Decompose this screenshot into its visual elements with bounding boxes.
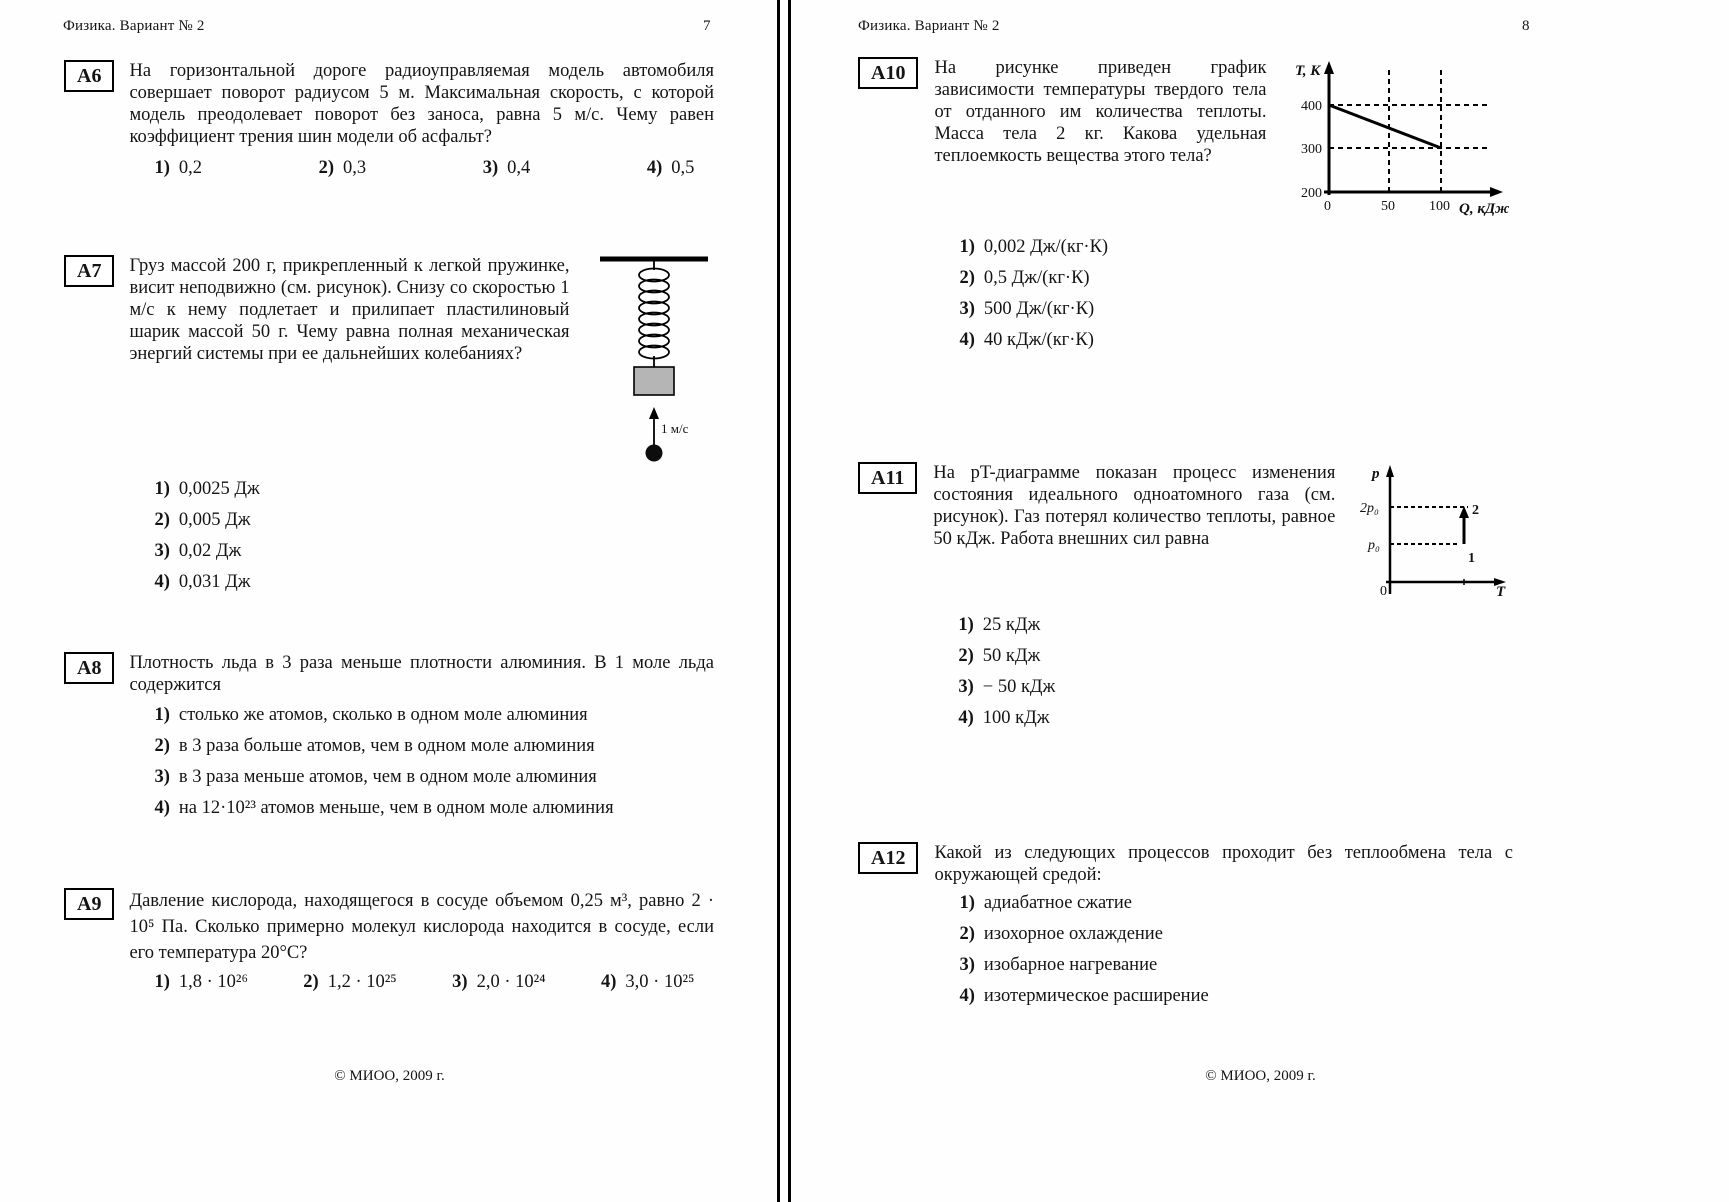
answer-text: изобарное нагревание	[983, 955, 1158, 975]
answer-option	[959, 923, 1513, 945]
question-a9	[64, 888, 714, 993]
answer-text: 0,5 Дж/(кг·К)	[983, 268, 1090, 288]
answer-number: 4)	[646, 158, 663, 178]
y-tick-200: 200	[1301, 186, 1322, 201]
answer-option	[959, 985, 1513, 1007]
x-tick-0: 0	[1324, 199, 1331, 214]
answer-text: 0,002 Дж/(кг·К)	[983, 237, 1109, 257]
page-7	[0, 0, 779, 1202]
tick-2p0: 2p₀	[1360, 501, 1379, 516]
answer-text: в 3 раза больше атомов, чем в одном моле алюминия	[178, 736, 595, 756]
question-a9-answers	[129, 972, 694, 993]
question-a6-answers	[129, 158, 694, 179]
question-a8-label: А8	[64, 652, 114, 684]
answer-text: 0,005 Дж	[178, 510, 251, 530]
spring-coils	[639, 269, 669, 359]
answer-number: 2)	[154, 510, 170, 530]
answer-option	[959, 892, 1513, 914]
answer-option	[959, 954, 1513, 976]
y-tick-300: 300	[1301, 142, 1322, 157]
answer-text: 50 кДж	[982, 646, 1041, 666]
answer-option	[154, 478, 714, 500]
answer-number: 3)	[958, 677, 974, 697]
answer-number: 3)	[154, 541, 170, 561]
question-a12-text: Какой из следующих процессов проходит без теплообмена тела с окружающей средой:	[934, 843, 1513, 885]
answer-text: на 12·10²³ атомов меньше, чем в одном моле алюминия	[178, 798, 614, 818]
state-2-label: 2	[1472, 503, 1479, 518]
question-a12-label: А12	[858, 842, 918, 874]
answer-text: 2,0 · 10²⁴	[476, 972, 546, 992]
answer-option	[319, 158, 367, 179]
answer-option	[154, 797, 714, 819]
answer-text: 0,5	[671, 158, 695, 178]
question-a10-label: А10	[858, 57, 918, 89]
answer-number: 1)	[154, 158, 170, 178]
question-a11	[858, 462, 1513, 738]
answer-text: 100 кДж	[982, 708, 1050, 728]
answer-option	[154, 704, 714, 726]
question-a11-text: На pT-диаграмме показан процесс изменения состояния идеального одноатомного газа (см. рисунок). Газ потерял количество теплоты, равное 50 кДж. Работа внешних сил равна	[933, 463, 1336, 549]
answer-number: 2)	[959, 268, 975, 288]
answer-option	[154, 540, 714, 562]
answer-number: 1)	[154, 972, 170, 992]
answer-number: 1)	[958, 615, 974, 635]
answer-number: 1)	[959, 893, 975, 913]
page-8	[792, 0, 1729, 1202]
answer-number: 4)	[959, 330, 975, 350]
answer-number: 3)	[482, 158, 499, 178]
answer-number: 2)	[318, 158, 335, 178]
page7-footer: © МИОО, 2009 г.	[334, 1068, 445, 1084]
answer-number: 3)	[452, 972, 468, 992]
answer-text: 40 кДж/(кг·К)	[983, 330, 1094, 350]
question-a6	[64, 60, 714, 179]
velocity-label: 1 м/с	[661, 421, 689, 436]
answer-option	[601, 972, 694, 993]
origin-label: 0	[1380, 584, 1387, 597]
page7-number: 7	[703, 18, 711, 34]
question-a10-answers	[934, 236, 1513, 351]
answer-number: 3)	[154, 767, 170, 787]
t-axis-label: T	[1496, 584, 1506, 597]
answer-number: 2)	[958, 646, 974, 666]
answer-option	[647, 158, 695, 179]
page8-header-title: Физика. Вариант № 2	[858, 18, 1000, 34]
answer-option	[958, 645, 1513, 667]
page-divider	[777, 0, 791, 1202]
answer-text: 0,2	[178, 158, 202, 178]
y-tick-400: 400	[1301, 99, 1322, 114]
answer-text: изохорное охлаждение	[983, 924, 1163, 944]
question-a7	[64, 255, 714, 602]
question-a6-label: А6	[64, 60, 114, 92]
answer-option	[483, 158, 531, 179]
question-a8-answers	[129, 704, 714, 819]
answer-text: изотермическое расширение	[983, 986, 1209, 1006]
question-a6-text: На горизонтальной дороге радиоуправляемая модель автомобиля совершает поворот радиусом 5 м. Максимальная скорость, с которой модель преодолевает поворот без заноса, равна 5 м/с. Чему равен коэффициент трения шин модели об асфальт?	[129, 61, 714, 147]
question-a11-label: А11	[858, 462, 917, 494]
question-a10-text: На рисунке приведен график зависимости температуры твердого тела от отданного им количества теплоты. Масса тела 2 кг. Какова удельная теплоемкость вещества этого тела?	[934, 58, 1267, 166]
question-a10	[858, 57, 1513, 360]
answer-number: 4)	[600, 972, 617, 992]
spring-mass-figure	[594, 255, 714, 470]
page8-number: 8	[1522, 18, 1530, 34]
answer-text: 0,3	[343, 158, 367, 178]
answer-text: 0,4	[507, 158, 531, 178]
answer-text: 1,8 · 10²⁶	[178, 972, 248, 992]
answer-text: 0,02 Дж	[178, 541, 242, 561]
answer-number: 3)	[959, 955, 975, 975]
answer-number: 2)	[959, 924, 975, 944]
question-a7-answers	[129, 478, 714, 593]
answer-number: 1)	[959, 237, 975, 257]
chart-gridlines	[1329, 67, 1489, 192]
answer-number: 1)	[154, 705, 170, 725]
answer-option	[303, 972, 396, 993]
answer-number: 2)	[303, 972, 319, 992]
answer-option	[452, 972, 545, 993]
question-a11-answers	[933, 614, 1513, 729]
answer-option	[958, 707, 1513, 729]
answer-text: 3,0 · 10²⁵	[625, 972, 695, 992]
question-a9-text: Давление кислорода, находящегося в сосуде объемом 0,25 м³, равно 2 · 10⁵ Па. Сколько примерно молекул кислорода находится в сосуде, если его температура 20°С?	[129, 891, 714, 963]
answer-option	[154, 571, 714, 593]
answer-text: 25 кДж	[982, 615, 1041, 635]
answer-number: 4)	[154, 572, 170, 592]
x-tick-50: 50	[1381, 199, 1395, 214]
state-1-label: 1	[1468, 551, 1475, 566]
answer-text: 0,0025 Дж	[178, 479, 260, 499]
answer-option	[154, 158, 202, 179]
question-a8-text: Плотность льда в 3 раза меньше плотности алюминия. В 1 моле льда содержится	[129, 653, 714, 695]
answer-option	[959, 236, 1513, 258]
answer-text: 500 Дж/(кг·К)	[983, 299, 1095, 319]
temperature-heat-chart	[1293, 57, 1513, 222]
answer-text: 0,031 Дж	[178, 572, 251, 592]
page7-header-title: Физика. Вариант № 2	[63, 18, 205, 34]
x-tick-100: 100	[1429, 199, 1450, 214]
x-axis-label: Q, кДж	[1459, 201, 1510, 217]
y-axis-label: T, К	[1295, 63, 1321, 79]
answer-option	[959, 329, 1513, 351]
answer-option	[959, 298, 1513, 320]
answer-option	[154, 972, 247, 993]
answer-number: 4)	[958, 708, 974, 728]
question-a8	[64, 652, 714, 828]
p-axis-label: p	[1372, 466, 1380, 482]
answer-option	[154, 509, 714, 531]
question-a7-label: А7	[64, 255, 114, 287]
question-a9-label: А9	[64, 888, 114, 920]
answer-option	[958, 676, 1513, 698]
answer-text: адиабатное сжатие	[983, 893, 1132, 913]
answer-number: 1)	[154, 479, 170, 499]
question-a12	[858, 842, 1513, 1016]
velocity-arrowhead	[649, 407, 659, 419]
answer-text: 1,2 · 10²⁵	[327, 972, 397, 992]
plasticine-ball	[646, 445, 663, 462]
answer-text: столько же атомов, сколько в одном моле алюминия	[178, 705, 588, 725]
hanging-mass-block	[634, 367, 674, 395]
answer-number: 3)	[959, 299, 975, 319]
answer-number: 2)	[154, 736, 170, 756]
answer-option	[154, 735, 714, 757]
tick-p0: p₀	[1368, 538, 1380, 553]
answer-number: 4)	[959, 986, 975, 1006]
page8-footer: © МИОО, 2009 г.	[1205, 1068, 1316, 1084]
answer-text: − 50 кДж	[982, 677, 1056, 697]
question-a12-answers	[934, 892, 1513, 1007]
answer-option	[959, 267, 1513, 289]
pt-diagram	[1358, 462, 1513, 602]
answer-option	[154, 766, 714, 788]
question-a7-text: Груз массой 200 г, прикрепленный к легкой пружинке, висит неподвижно (см. рисунок). Снизу со скоростью 1 м/с к нему подлетает и прилипает пластилиновый шарик массой 50 г. Чему равна полная механическая энергий системы при ее дальнейших колебаниях?	[129, 256, 570, 364]
answer-number: 4)	[154, 798, 170, 818]
data-line	[1329, 105, 1441, 148]
answer-text: в 3 раза меньше атомов, чем в одном моле алюминия	[178, 767, 597, 787]
guide-lines	[1390, 507, 1468, 544]
answer-option	[958, 614, 1513, 636]
